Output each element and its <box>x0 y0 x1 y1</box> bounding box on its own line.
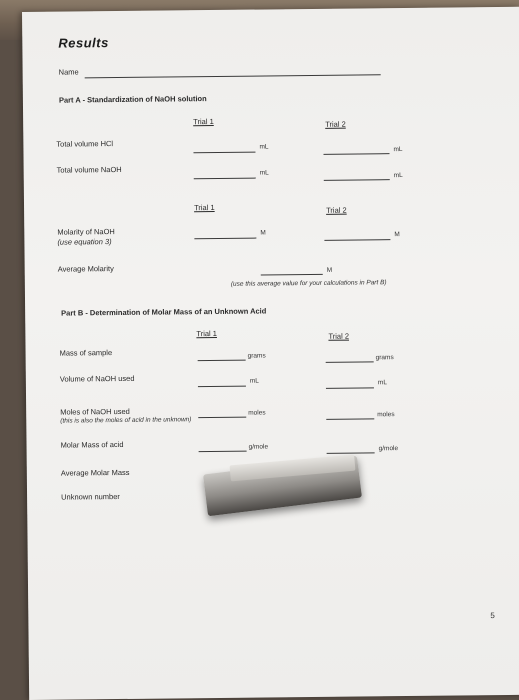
part-a-heading: Part A - Standardization of NaOH solution <box>58 94 207 105</box>
volume-trial2-unit: mL <box>377 379 387 387</box>
average-molarity-unit: M <box>326 266 333 274</box>
part-a-trial1-header: Trial 1 <box>193 116 214 127</box>
molar-mass-acid-label: Molar Mass of acid <box>60 439 124 450</box>
molarity-naoh-label: Molarity of NaOH <box>57 227 115 237</box>
molarity-trial2-header: Trial 2 <box>326 205 347 215</box>
molarity-trial2-line <box>324 239 390 241</box>
molarity-naoh-note: (use equation 3) <box>57 237 112 247</box>
volume-trial1-unit: mL <box>249 377 259 385</box>
volume-trial2-line <box>326 387 374 389</box>
molarity-trial2-unit: M <box>394 231 400 239</box>
hcl-trial1-line <box>193 152 255 154</box>
average-molarity-note: (use this average value for your calculations in Part B) <box>230 279 387 288</box>
naoh-trial2-line <box>324 179 390 181</box>
average-molarity-label: Average Molarity <box>57 264 114 274</box>
part-b-trial1-header: Trial 1 <box>196 328 217 339</box>
molar-mass-trial1-line <box>199 451 247 453</box>
page-title: Results <box>58 35 109 51</box>
mass-trial1-unit: grams <box>247 352 266 360</box>
hcl-trial1-unit: mL <box>259 143 269 151</box>
moles-trial2-unit: moles <box>377 411 395 419</box>
hcl-trial2-unit: mL <box>393 146 403 154</box>
mass-trial1-line <box>198 360 246 362</box>
molar-mass-trial1-unit: g/mole <box>248 443 269 451</box>
total-volume-hcl-label: Total volume HCl <box>56 139 114 149</box>
name-label: Name <box>58 67 79 77</box>
mass-of-sample-label: Mass of sample <box>59 348 113 358</box>
volume-trial1-line <box>198 386 246 388</box>
molar-mass-trial2-unit: g/mole <box>378 445 399 453</box>
naoh-trial1-line <box>194 178 256 180</box>
moles-trial1-line <box>198 417 246 419</box>
page-number: 5 <box>490 611 495 621</box>
hcl-trial2-line <box>324 153 390 155</box>
naoh-trial2-unit: mL <box>393 172 403 180</box>
molar-mass-trial2-line <box>327 452 375 454</box>
part-b-trial2-header: Trial 2 <box>328 331 350 341</box>
molarity-trial1-unit: M <box>260 229 266 237</box>
molarity-trial1-header: Trial 1 <box>194 202 215 213</box>
total-volume-naoh-label: Total volume NaOH <box>56 164 122 175</box>
name-line <box>85 74 381 78</box>
unknown-number-label: Unknown number <box>61 492 120 502</box>
moles-trial2-line <box>326 418 374 420</box>
worksheet-page <box>22 7 519 700</box>
moles-trial1-unit: moles <box>248 409 266 417</box>
moles-naoh-used-label: Moles of NaOH used <box>60 406 130 417</box>
part-b-heading: Part B - Determination of Molar Mass of an Unknown Acid <box>61 306 267 318</box>
mass-trial2-unit: grams <box>375 354 394 362</box>
volume-naoh-used-label: Volume of NaOH used <box>59 373 135 384</box>
moles-naoh-note: (this is also the moles of acid in the unknown) <box>60 416 192 425</box>
mass-trial2-line <box>326 361 374 363</box>
part-a-trial2-header: Trial 2 <box>325 119 346 129</box>
average-molar-mass-label: Average Molar Mass <box>60 467 130 478</box>
naoh-trial1-unit: mL <box>259 169 269 177</box>
molarity-trial1-line <box>194 238 256 240</box>
average-molarity-line <box>261 274 323 276</box>
